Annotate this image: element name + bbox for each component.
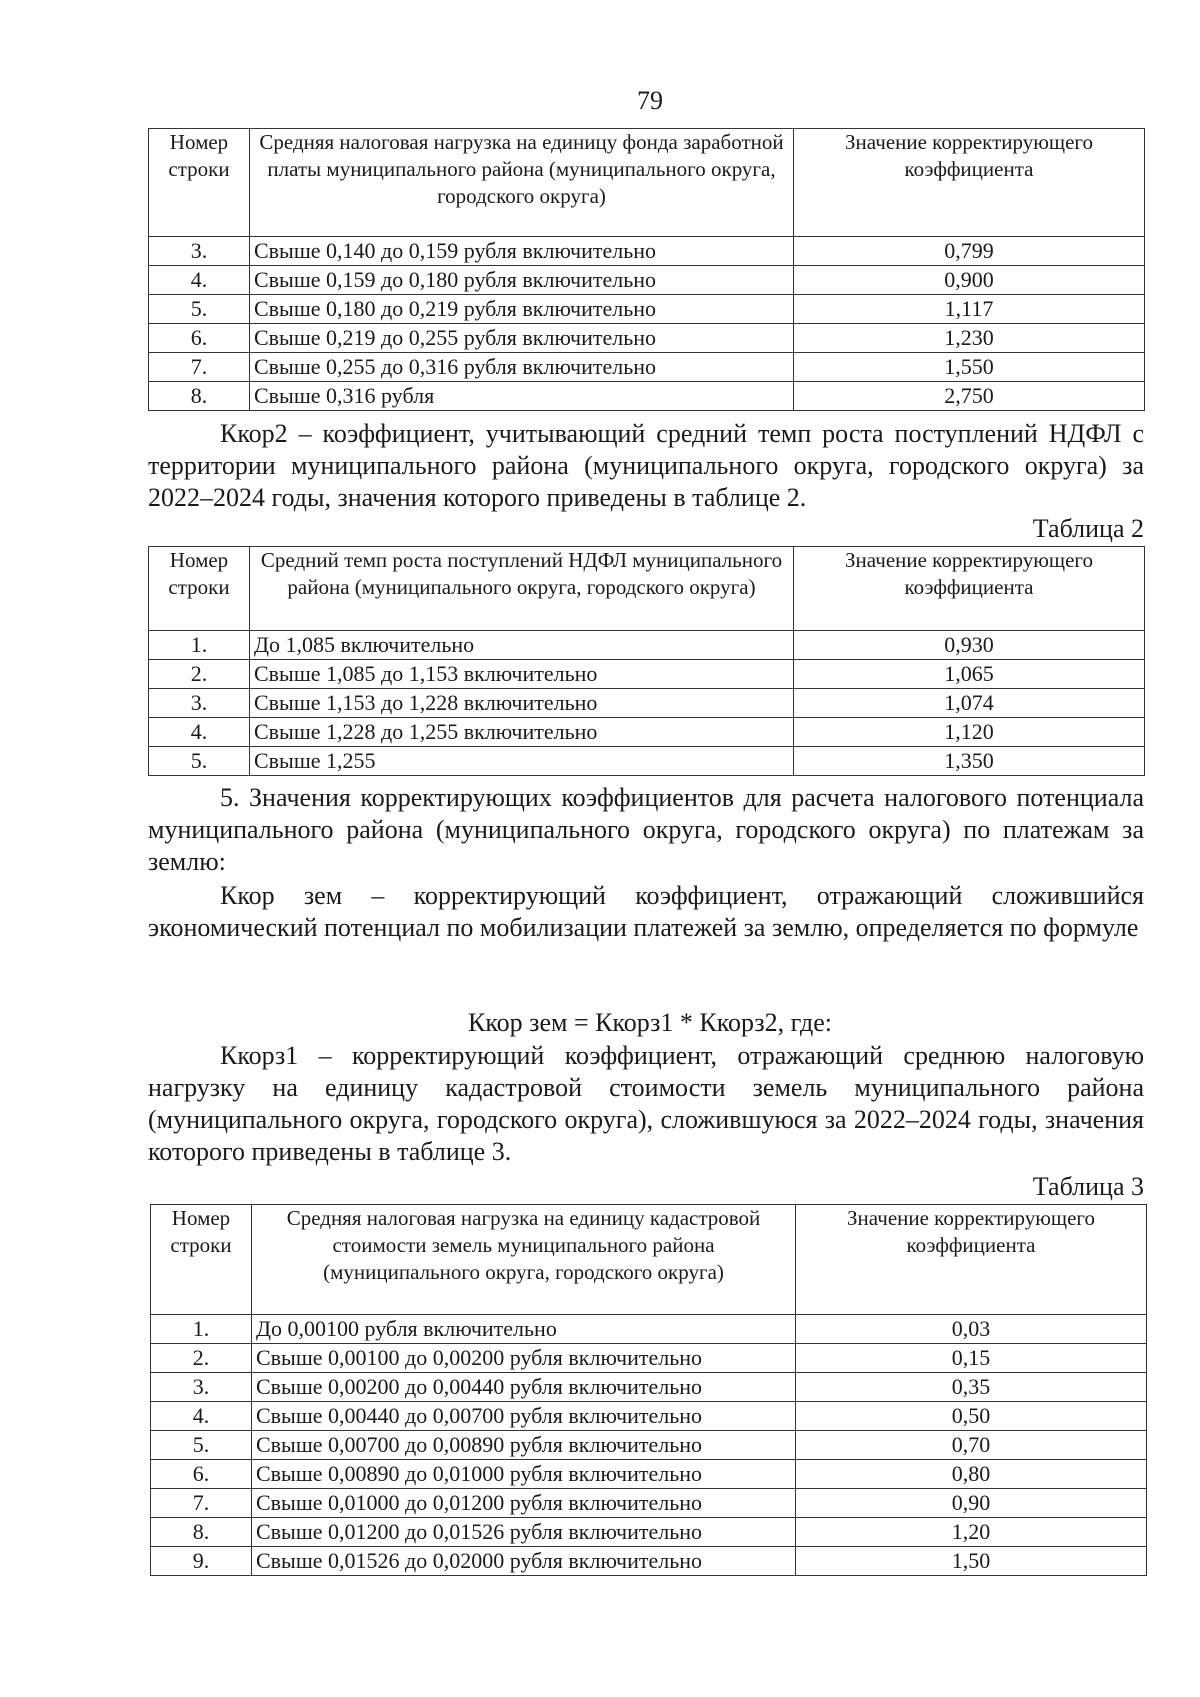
table-row bbox=[149, 324, 1145, 353]
row-number: 6. bbox=[149, 324, 250, 353]
row-range: Свыше 0,00700 до 0,00890 рубля включительно bbox=[252, 1431, 796, 1460]
row-number: 5. bbox=[149, 747, 250, 776]
row-number: 6. bbox=[151, 1460, 252, 1489]
paragraph-kkor2 bbox=[148, 418, 1144, 514]
table-row bbox=[149, 266, 1145, 295]
paragraph-5-text: 5. Значения корректирующих коэффициентов для расчета налогового потенциала муниципального района (муниципального округа, городского округа) по платежам за землю: bbox=[148, 783, 1144, 876]
table-row bbox=[149, 295, 1145, 324]
row-number: 8. bbox=[149, 382, 250, 411]
paragraph-kkor-zem-text: Ккор зем – корректирующий коэффициент, отражающий сложившийся экономический потенциал по мобилизации платежей за землю, определяется по формуле bbox=[148, 881, 1144, 942]
row-coefficient: 1,550 bbox=[794, 353, 1145, 382]
row-coefficient: 0,799 bbox=[794, 237, 1145, 266]
paragraph-kkor-zem bbox=[148, 880, 1144, 944]
row-range: Свыше 1,085 до 1,153 включительно bbox=[250, 660, 794, 689]
table-row bbox=[149, 689, 1145, 718]
table-row bbox=[151, 1431, 1147, 1460]
row-number: 4. bbox=[149, 718, 250, 747]
row-range: Свыше 0,140 до 0,159 рубля включительно bbox=[250, 237, 794, 266]
row-coefficient: 1,50 bbox=[796, 1547, 1147, 1576]
table-3-body bbox=[151, 1315, 1147, 1576]
table-row bbox=[151, 1518, 1147, 1547]
row-range: Свыше 0,316 рубля bbox=[250, 382, 794, 411]
row-coefficient: 1,120 bbox=[794, 718, 1145, 747]
table-2-header-coef: Значение корректирующего коэффициента bbox=[794, 547, 1145, 631]
row-coefficient: 0,930 bbox=[794, 631, 1145, 660]
table-row bbox=[149, 237, 1145, 266]
row-range: Свыше 0,00200 до 0,00440 рубля включительно bbox=[252, 1373, 796, 1402]
row-number: 8. bbox=[151, 1518, 252, 1547]
row-number: 3. bbox=[151, 1373, 252, 1402]
table-row bbox=[151, 1402, 1147, 1431]
table-row bbox=[151, 1460, 1147, 1489]
table-row bbox=[151, 1489, 1147, 1518]
row-number: 3. bbox=[149, 237, 250, 266]
row-range: Свыше 0,00100 до 0,00200 рубля включительно bbox=[252, 1344, 796, 1373]
row-coefficient: 1,074 bbox=[794, 689, 1145, 718]
row-range: Свыше 0,159 до 0,180 рубля включительно bbox=[250, 266, 794, 295]
table-3-header-row-no: Номер строки bbox=[151, 1205, 252, 1315]
row-coefficient: 1,065 bbox=[794, 660, 1145, 689]
table-3-header-load: Средняя налоговая нагрузка на единицу кадастровой стоимости земель муниципального района (муниципального округа, городского округа) bbox=[252, 1205, 796, 1315]
page-number: 79 bbox=[637, 86, 663, 115]
table-2-header-row-no: Номер строки bbox=[149, 547, 250, 631]
table-2-header-growth: Средний темп роста поступлений НДФЛ муниципального района (муниципального округа, городского округа) bbox=[250, 547, 794, 631]
table-row bbox=[149, 353, 1145, 382]
row-range: Свыше 0,219 до 0,255 рубля включительно bbox=[250, 324, 794, 353]
row-coefficient: 1,230 bbox=[794, 324, 1145, 353]
table-2-body bbox=[149, 631, 1145, 776]
table-2 bbox=[148, 546, 1145, 776]
row-range: До 0,00100 рубля включительно bbox=[252, 1315, 796, 1344]
table-3-header-coef: Значение корректирующего коэффициента bbox=[796, 1205, 1147, 1315]
row-coefficient: 0,900 bbox=[794, 266, 1145, 295]
row-coefficient: 0,35 bbox=[796, 1373, 1147, 1402]
table-row bbox=[151, 1547, 1147, 1576]
table-1-header-load: Средняя налоговая нагрузка на единицу фонда заработной платы муниципального района (муниципального округа, городского округа) bbox=[250, 129, 794, 237]
row-coefficient: 0,15 bbox=[796, 1344, 1147, 1373]
table-row bbox=[151, 1315, 1147, 1344]
row-coefficient: 0,90 bbox=[796, 1489, 1147, 1518]
row-range: Свыше 1,255 bbox=[250, 747, 794, 776]
row-coefficient: 0,03 bbox=[796, 1315, 1147, 1344]
row-range: Свыше 0,255 до 0,316 рубля включительно bbox=[250, 353, 794, 382]
table-row bbox=[151, 1344, 1147, 1373]
row-number: 2. bbox=[149, 660, 250, 689]
table-1-header-row-no: Номер строки bbox=[149, 129, 250, 237]
row-number: 5. bbox=[151, 1431, 252, 1460]
table-row bbox=[149, 718, 1145, 747]
table-row bbox=[149, 631, 1145, 660]
table-1-body bbox=[149, 237, 1145, 411]
row-number: 1. bbox=[149, 631, 250, 660]
row-range: Свыше 0,00440 до 0,00700 рубля включительно bbox=[252, 1402, 796, 1431]
row-number: 7. bbox=[151, 1489, 252, 1518]
row-coefficient: 2,750 bbox=[794, 382, 1145, 411]
row-number: 2. bbox=[151, 1344, 252, 1373]
row-number: 4. bbox=[151, 1402, 252, 1431]
row-coefficient: 1,350 bbox=[794, 747, 1145, 776]
row-coefficient: 1,20 bbox=[796, 1518, 1147, 1547]
table-3 bbox=[150, 1204, 1147, 1576]
row-number: 5. bbox=[149, 295, 250, 324]
row-range: Свыше 1,228 до 1,255 включительно bbox=[250, 718, 794, 747]
table-2-caption: Таблица 2 bbox=[1032, 514, 1144, 543]
row-range: Свыше 1,153 до 1,228 включительно bbox=[250, 689, 794, 718]
row-range: Свыше 0,01526 до 0,02000 рубля включительно bbox=[252, 1547, 796, 1576]
formula: Ккор зем = Ккорз1 * Ккорз2, где: bbox=[468, 1008, 832, 1037]
table-row bbox=[149, 660, 1145, 689]
row-number: 9. bbox=[151, 1547, 252, 1576]
table-1-header-coef: Значение корректирующего коэффициента bbox=[794, 129, 1145, 237]
paragraph-kkorz1-text: Ккорз1 – корректирующий коэффициент, отражающий среднюю налоговую нагрузку на единицу кадастровой стоимости земель муниципального района (муниципального округа, городского округа), сложившуюся за 2022–2024 годы, значения которого приведены в таблице 3. bbox=[148, 1041, 1144, 1166]
row-number: 4. bbox=[149, 266, 250, 295]
paragraph-5 bbox=[148, 782, 1144, 878]
table-1 bbox=[148, 128, 1145, 411]
row-number: 7. bbox=[149, 353, 250, 382]
row-number: 3. bbox=[149, 689, 250, 718]
table-row bbox=[151, 1373, 1147, 1402]
row-number: 1. bbox=[151, 1315, 252, 1344]
row-coefficient: 0,50 bbox=[796, 1402, 1147, 1431]
table-row bbox=[149, 382, 1145, 411]
row-range: Свыше 0,01200 до 0,01526 рубля включительно bbox=[252, 1518, 796, 1547]
row-range: Свыше 0,01000 до 0,01200 рубля включительно bbox=[252, 1489, 796, 1518]
table-row bbox=[149, 747, 1145, 776]
paragraph-kkorz1 bbox=[148, 1040, 1144, 1168]
paragraph-kkor2-text: Ккор2 – коэффициент, учитывающий средний темп роста поступлений НДФЛ с территории муниципального района (муниципального округа, городского округа) за 2022–2024 годы, значения которого приведены в таблице 2. bbox=[148, 419, 1144, 512]
row-coefficient: 0,70 bbox=[796, 1431, 1147, 1460]
table-3-caption: Таблица 3 bbox=[1032, 1172, 1144, 1201]
row-coefficient: 0,80 bbox=[796, 1460, 1147, 1489]
row-range: До 1,085 включительно bbox=[250, 631, 794, 660]
row-range: Свыше 0,00890 до 0,01000 рубля включительно bbox=[252, 1460, 796, 1489]
row-range: Свыше 0,180 до 0,219 рубля включительно bbox=[250, 295, 794, 324]
row-coefficient: 1,117 bbox=[794, 295, 1145, 324]
